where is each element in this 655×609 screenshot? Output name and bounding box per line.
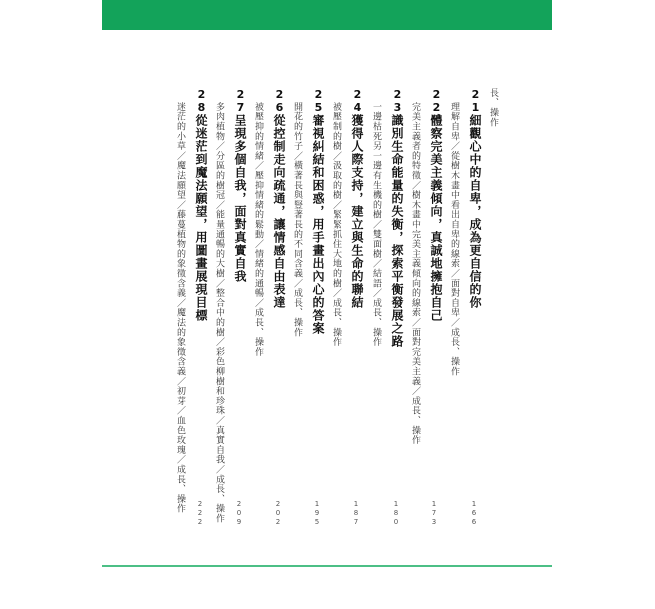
chapter-title: 細觀心中的自卑，成為更自信的你 [468, 114, 482, 309]
chapter-title: 從控制走向疏通，讓情感自由表達 [272, 114, 286, 309]
chapter-heading [427, 88, 446, 322]
chapter-number: 22 [430, 88, 443, 114]
chapter-heading [388, 88, 407, 348]
page-number: 195 [313, 500, 321, 527]
chapter-heading [348, 88, 367, 309]
chapter-subtitle: 完美主義者的特徵／樹木畫中完美主義傾向的線索／面對完美主義／成長、操作 [410, 102, 420, 445]
chapter-title: 從迷茫到魔法願望，用圖畫展現目標 [194, 114, 208, 322]
chapter-number: 28 [195, 88, 208, 114]
chapter-title: 呈現多個自我，面對真實自我 [233, 114, 247, 283]
page-number: 180 [392, 500, 400, 527]
footer-rule [102, 565, 552, 567]
chapter-heading [270, 88, 289, 309]
chapter-heading [231, 88, 250, 283]
chapter-title: 識別生命能量的失衡，探索平衡發展之路 [390, 114, 404, 348]
chapter-subtitle: 理解自卑／從樹木畫中看出自卑的線索／面對自卑／成長、操作 [449, 102, 459, 377]
chapter-subtitle: 被壓抑的情緒／壓抑情緒的鬆動／情緒的通暢／成長、操作 [253, 102, 263, 357]
page-number: 222 [196, 500, 204, 527]
chapter-number: 27 [234, 88, 247, 114]
page-number: 166 [470, 500, 478, 527]
chapter-subtitle: 多肉植物／分區的樹冠／能量通暢的大樹／整合中的樹／彩色柳樹和珍珠／真實自我／成長、操作 [214, 102, 224, 524]
page-number: 202 [274, 500, 282, 527]
chapter-number: 24 [351, 88, 364, 114]
chapter-title: 審視糾結和困惑，用手畫出內心的答案 [311, 114, 325, 335]
chapter-number: 25 [312, 88, 325, 114]
chapter-subtitle: 開花的竹子／橫著長與豎著長的不同含義／成長、操作 [292, 102, 302, 338]
chapter-number: 21 [469, 88, 482, 114]
chapter-subtitle: 被壓制的樹／汲取的樹／緊緊抓住大地的樹／成長、操作 [331, 102, 341, 347]
chapter-title: 獲得人際支持，建立與生命的聯結 [350, 114, 364, 309]
chapter-heading [466, 88, 485, 309]
header-bar [102, 0, 552, 30]
page-number: 173 [430, 500, 438, 527]
chapter-number: 23 [391, 88, 404, 114]
chapter-number: 26 [273, 88, 286, 114]
chapter-subtitle: 迷茫的小草／魔法願望／藤蔓植物的象徵含義／魔法的象徵含義／初芽／血色玫瑰／成長、操作 [175, 102, 185, 514]
page-number: 187 [352, 500, 360, 527]
chapter-heading [192, 88, 211, 322]
chapter-title: 體察完美主義傾向，真誠地擁抱自己 [429, 114, 443, 322]
page-number: 209 [235, 500, 243, 527]
chapter-subtitle: 一邊枯死另一邊有生機的樹／雙面樹／結語／成長、操作 [371, 102, 381, 347]
continuation-text: 長、操作 [488, 88, 498, 128]
chapter-heading [309, 88, 328, 335]
